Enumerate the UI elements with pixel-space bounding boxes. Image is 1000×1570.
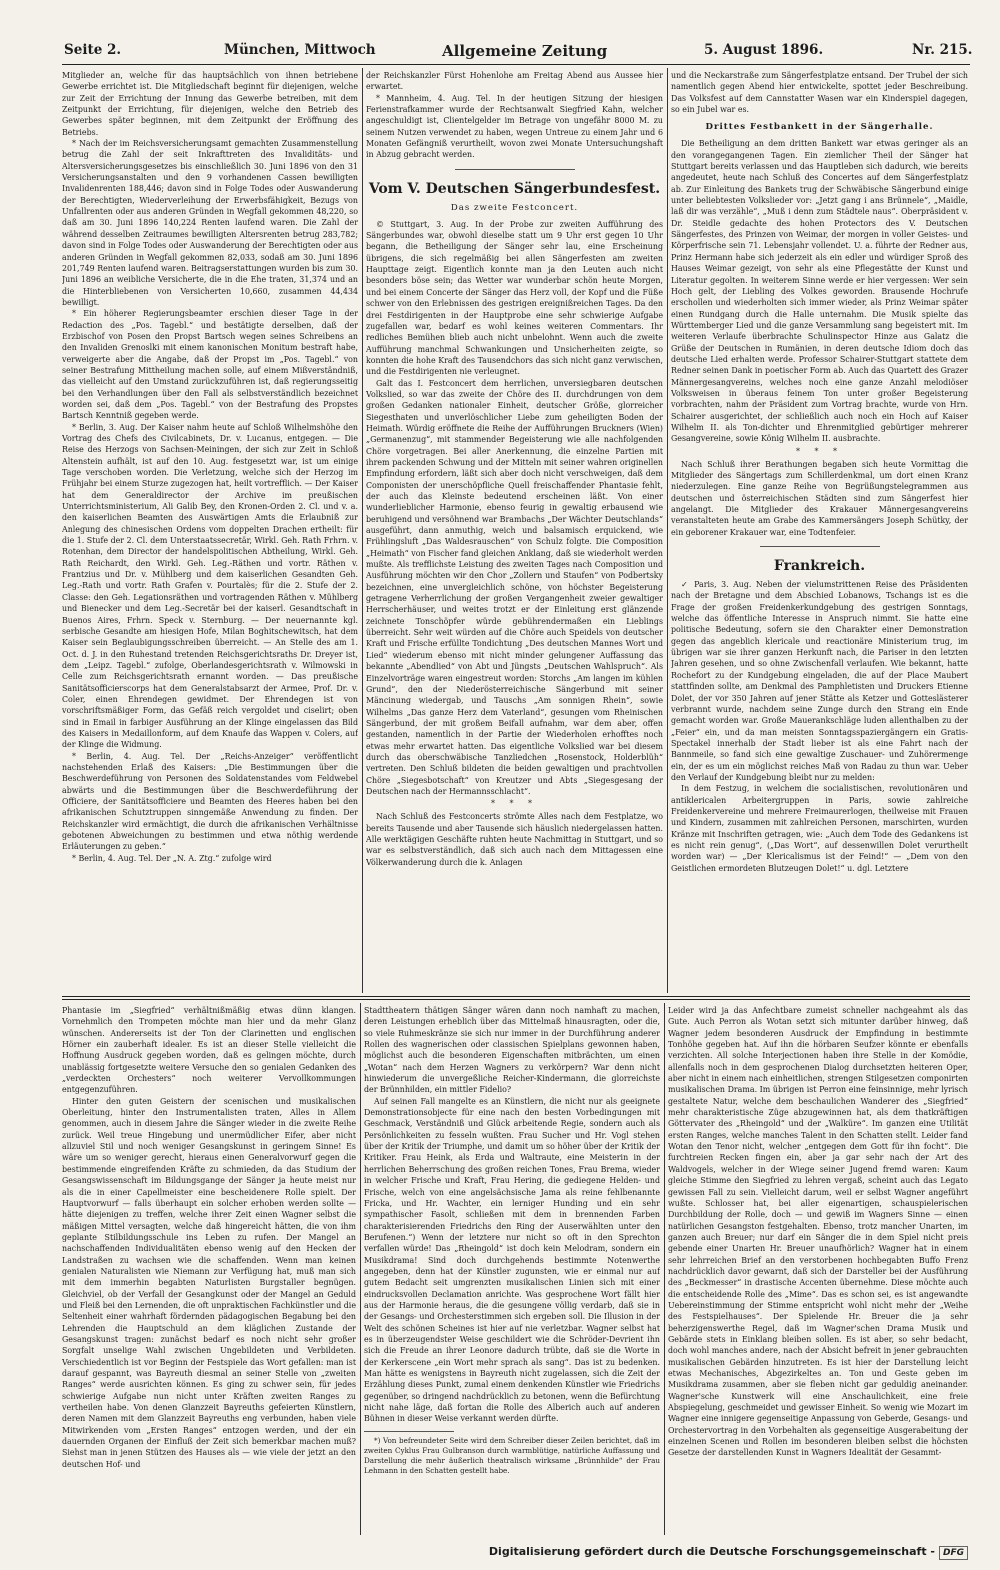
section-title: Frankreich. [773,558,866,575]
feuilleton-rule [62,996,970,997]
article-paragraph: der Reichskanzler Fürst Hohenlohe am Freitag Abend aus Aussee hier erwartet. [366,71,663,92]
feuilleton-rule-thin [62,999,970,1000]
subsection-title: Drittes Festbankett in der Sängerhalle. [705,122,934,133]
section-stars: * * * [795,446,844,456]
article-paragraph: * Ein höherer Regierungsbeamter erschien dieser Tage in der Redaction des „Pos. Tagebl.“ und bestätigte derselben, daß der Erzbischof von Posen den Propst Bartsch wegen seines Schreibens an den Invaliden Grenoslki mit einem kanonischen Monitum bestraft habe, verweigerte aber die Angabe, daß der Propst im „Pos. Tagebl.“ von seiner Bestrafung Mittheilung machen solle, auf einem Mißverständniß, das vielleicht auf den Umstand zurückzuführen ist, daß regierungsseitig bei den Verhandlungen über den Fall als selbstverständlich bezeichnet worden sei, daß dem „Pos. Tagebl.“ von der Bestrafung des Propstes Bartsch Kenntniß gegeben werde. [62,309,358,421]
article-paragraph: Phantasie im „Siegfried“ verhältnißmäßig etwas dünn klangen. Vornehmlich den Trompeten möchte man hier und da mehr Glanz wünschen. Andererseits ist der Ton der Clarinetten und englischen Hörner ein zauberhaft idealer. Es ist an dieser Stelle vielleicht die Hoffnung Ausdruck gegeben worden, daß es gelingen möchte, durch unablässig fortgesetzte weitere Versuche den so genialen Gedanken des „verdeckten Orchesters“ noch weiterer Vervollkommungen entgegenzuführen. [62,1006,356,1095]
article-paragraph: Nach Schluß des Festconcerts strömte Alles nach dem Festplatze, wo bereits Tausende und aber Tausende sich häuslich niedergelassen hatten. Alle werktägigen Geschäfte ruhten heute Nachmittag in Stuttgart, und so war es selbstverständlich, daß sich auch nach dem Mittagessen eine Völkerwanderung durch die k. Anlagen [366,812,663,867]
credit-text: Digitalisierung gefördert durch die Deutsche Forschungsgemeinschaft - [488,1545,935,1558]
article-paragraph: Die Betheiligung an dem dritten Bankett war etwas geringer als an den vorangegangenen Tagen. Ein ziemlicher Theil der Sänger hat Stuttgart bereits verlassen und das Hauptleben sich dadurch, wie bereits angedeutet, heute nach Schluß des Concertes auf dem Sängerfestplatz ab. Zur Einleitung des Bankets trug der Schwäbische Sängerbund einige unter beliebtesten Volkslieder vor: „Jetzt gang i ans Brünnele“, „Maidle, laß dir was verzähle“, „Muß i denn zum Städtele naus“. Oberpräsident v. Dr. Steidle gedachte des hohen Protectors des V. Deutschen Sängerfestes, des Prinzen von Weimar, der morgen in voller Geistes- und Körperfrische sein 71. Lebensjahr vollendet. U. a. führte der Redner aus, Prinz Hermann habe sich jederzeit als ein edler und würdiger Sproß des Hauses Weimar gezeigt, von sehr als eine Pflegestätte der Kunst und Literatur gegolten. In weiterem Sinne werde er hier vergessen: Wer sein Hoch gelt, der Liebling des Volkes geworden. Brausende Hochrufe erschollen und wiederholten sich immer wieder, als Prinz Weimar später einen Rundgang durch die Halle unternahm. Die Musik spielte das Württemberger Lied und die ganze Versammlung sang begeistert mit. Im weiteren Verlaufe überbrachte Schulinspector Hinze aus Galatz die Grüße der Deutschen in Rumänien, in deren deutsche Idiom doch das deutsche Lied erhalten werde. Professor Schairer-Stuttgart stattete dem Redner seinen Dank in poetischer Form ab. Auch das Quartett des Grazer Männergesangvereins, welches noch eine ganze Anzahl melodiöser Volksweisen in überaus feinem Ton unter großer Begeisterung vorbrachten, nahm der Präsident zum Vortrag brachte, wurde von Hrn. Schairer ausgerichtet, der schließlich auch noch ein Hoch auf Kaiser Wilhelm II. als Ton-dichter und Ehrenmitglied gebürtiger mehrerer Gesangvereine, sowie König Wilhelm II. ausbrachte. [671,139,968,444]
column-rule [664,1003,665,1535]
article-paragraph: Galt das I. Festconcert dem herrlichen, unversiegbaren deutschen Volkslied, so war das zweite der Chöre des II. durchdrungen von dem großen Gedanken nationaler Einheit, deutscher Größe, glorreicher Siegesthaten und unverlöschlicher Liebe zum geheiligten Boden der Heimath. Würdig eröffnete die Reihe der Aufführungen Bruckners (Wien) „Germanenzug“, mit stammender Begeisterung wie alle nachfolgenden Chöre vorgetragen. Bei aller Anerkennung, die einzelne Partien mit ihrem packenden Schwung und der Mitteln mit seiner wahren originellen Empfindung erfordern, läßt sich aber doch nicht verschweigen, daß dem Componisten der unerschöpfliche Quell freischaffender Phantasie fehlt, der auch das Kleinste bedeutend erscheinen läßt. Von einer wunderlieblicher Harmonie, ebenso feurig in gewaltig erbausend wie beruhigend und versöhnend war Brambachs „Der Wächter Deutschlands“ ausgeführt, dann anmuthig, weich und balsamisch erquickend, wie Frühlingsluft „Das Waldesrauschen“ von Schulz folgte. Die Composition „Heimath“ von Fischer fand gleichen Anklang, daß sie wiederholt werden mußte. Als trefflichste Leistung des zweiten Tages nach Composition und Ausführung möchten wir den Chor „Zollern und Staufen“ von Podbertsky bezeichnen, eine unvergleichlich schöne, von höchster Begeisterung getragene Verherrlichung der großen Vergangenheit zweier gewaltiger Herrscherhäuser, und weites trotzt er der Einleitung erst glänzende zeichnete Tonschöpfer würde gebührendermaßen ein Lieblings überreicht. Sehr weit würden auf die Chöre auch Speidels von deutscher Kraft und Frische erfüllte Tondichtung „Des deutschen Mannes Wort und Lied“ wiederum ebenso mit nicht minder gelungener Auffassung das bekannte „Abendlied“ von Abt und Jüngsts „Deutschen Wahlspruch“. Als Einzelvorträge waren eingestreut worden: Storchs „Am langen im kühlen Grund“, den der Niederösterreichische Sängerbund mit seiner Mäncinung wiedergab, und Tauschs „Am sonnigen Rhein“, sowie Wilhelms „Das ganze Herz dem Vaterland“, gesungen vom Rheinischen Sängerbund, der mit großem Beifall aufnahm, war dem aber, offen gestanden, namentlich in der Partie der Wiederholen erhofftes noch etwas mehr erwartet hatten. Das eigentliche Volkslied war bei diesem durch das oberschwäbische Tanzliedchen „Rosenstock, Holderblüh“ vertreten. Den Schluß bildeten die beiden gewaltigen und prachtvollen Chöre „Siegesbotschaft“ von Kreutzer und Abts „Siegesgesang der Deutschen nach der Hermannsschlacht“. [366,378,663,796]
article-paragraph: * Berlin, 4. Aug. Tel. Der „N. A. Ztg.“ zufolge wird [72,853,272,863]
column-lower-2 [364,1005,660,1535]
article-paragraph: ✓ Paris, 3. Aug. Neben der vielumstrittenen Reise des Präsidenten nach der Bretagne und dem Abschied Lobanows, Tschangs ist es die Frage der großen Freidenkerkundgebung des gestrigen Sonntags, welche das öffentliche Interesse in Anspruch nimmt. Sie hatte eine politische Bedeutung, sofern sie den Charakter einer Demonstration gegen das angeblich klericale und reactionäre Ministerium trug, im übrigen war sie ihrer ganzen Herkunft nach, die Pariser in den letzten Jahren gesehen, und so ohne Zwischenfall verlaufen. Wie bekannt, hatte Rochefort zu der Kundgebung eingeladen, die auf der Place Maubert stattfinden sollte, am Denkmal des Pamphletisten und Druckers Etienne Dolet, der vor 350 Jahren auf jener Stätte als Ketzer und Gotteslästerer verbrannt wurde, nachdem seine Zunge durch den Strang ein Ende gemacht worden war. Große Mauerankschläge luden allenthalben zu der „Feier“ ein, und da man meisten Sonntagsspaziergängern ein Gratis-Spectakel innerhalb der Stadt lieber ist als eine Fahrt nach der Bannmeile, so fand sich eine gewaltige Zuschauer- und Zuhörermenge ein, der es um ein möglichst reiches Maß von Radau zu thun war. Ueber den Verlauf der Kundgebung bleibt nur zu melden: [671,580,968,782]
issue-date: 5. August 1896. [704,42,824,58]
column-upper-2 [366,70,663,992]
article-paragraph: Leider wird ja das Anfechtbare zumeist schneller nachgeahmt als das Gute. Auch Perron als Wotan setzt sich mitunter darüber hinweg, daß Wagner jedem besonderen Ausdruck der Empfindung in bestimmte Tonhöhe gegeben hat. Auf ihn die hörbaren Seufzer könnte er ebenfalls verzichten. All solche Interjectionen haben ihre Stelle in der Komödie, allenfalls noch in dem gesprochenen Dialog durchsetzten heiteren Oper, aber nicht in einem nach einheitlichen, strengen Stilgesetzen componirten musikalischen Drama. Im übrigen ist Perron eine feinsinnige, mehr lyrisch gestaltete Natur, welche dem beschaulichen Wanderer des „Siegfried“ mehr charakteristische Züge abzugewinnen hat, als dem thatkräftigen Göttervater des „Rheingold“ und der „Walküre“. Im ganzen eine Utilität ersten Ranges, welche manches Talent in den Schatten stellt. Leider fand Wotan den Tenor nicht, welcher „entgegen dem Gott für ihn focht“. Die furchtreien Recken fingen ein, aber ja gar sehr nach der Art des Waldvogels, welcher in der Wiege seiner Jugend fremd waren: Kaum gleiche Stimme den Siegfried zu lehren vergaß, scheint auch das Legato gewissen Fall zu sein. Vielleicht darum, weil er selbst Wagner angeführt wußte. Schlosser hat, bei aller eigenartigen, schauspielerischen Durchbildung der Rolle, doch — und gewiß im Wagners Sinne — einen natürlichen Gesangston festgehalten. Ebenso, trotz mancher Unarten, im ganzen auch Breuer; nur darf ein Sänger die in dem Spiel nicht preis gebende einer Unarten Hr. Breuer unaufhörlich? Wagner hat in einem sehr lehrreichen Brief an den verstorbenen hochbegabten Buffo Frenz nachdrücklich davor gewarnt, daß sich der Darsteller bei der Ausführung des „Beckmesser“ in drastische Accenten übernehme. Diese möchte auch die entscheidende Rolle des „Mime“. Das es schon sei, es ist angewandte Uebereinstimmung der Stimme entspricht wohl nicht mehr der „Weihe des Festspielhauses“. Der Spielende Hr. Breuer die ja sehr beherzigenswerthe Regel, daß im Wagner'schen Drama Musik und Gebärde stets in Einklang bleiben sollen. Es ist aber, so sehr bedacht, doch wohl manches andere, nach der Absicht befreit in jener gebrauchten musikalischen Gebärden hinzutreten. Es ist hier der Darstellung leicht etwas Mechanisches, Abgezirkeltes an. Ton und Geste geben im Musikdrama zusammen, aber sie fleben nicht gar geduldig aneinander. Wagner'sche Kunstwerk will eine Anschaulichkeit, eine freie Abspiegelung, geschmeidet und gewisser Einheit. So wenig wie Mozart im Wagner eine innigere gegenseitige Anpassung von Geberde, Gesangs- und Orchestervortrag in den Vorbehalten als gegenseitige Ausgerabeitung der einzelnen Scenen und Rollen im besonderen bleiben selbst die höchsten Gesetze der darstellenden Kunst in Wagners Idealität der Gesammt- [668,1006,968,1458]
column-rule [362,68,363,993]
page-number: Seite 2. [64,42,122,58]
section-stars: * * * [490,799,539,809]
footnote-rule [364,1431,454,1432]
footnote: *) Von befreundeter Seite wird dem Schreiber dieser Zeilen berichtet, daß im zweiten Cyklus Frau Gulbranson durch warmblütige, natürliche Auffassung und Darstellung die mehr äußerlich theatralisch wirksame „Brünnhilde“ der Frau Lehmann in den Schatten gestellt habe. [364,1435,660,1476]
section-divider [760,546,880,547]
section-subtitle: Das zweite Festconcert. [450,202,579,213]
article-paragraph: * Berlin, 3. Aug. Der Kaiser nahm heute auf Schloß Wilhelmshöhe den Vortrag des Chefs des Civilcabinets, Dr. v. Lucanus, entgegen. — Die Reise des Herzogs von Sachsen-Meiningen, der sich zur Zeit in Schloß Altenstein aufhält, ist auf den 10. Aug. festgesetzt war, ist um einige Tage verschoben worden. Die Verletzung, welche sich der Herzog im Frühjahr bei einem Sturze zugezogen hat, heilt vortrefflich. — Der Kaiser hat dem Generaldirector der Archive im preußischen Unterrichtsministerium, Ali Galib Bey, den Kronen-Orden 2. Cl. und v. a. den kaiserlichen Beamten des Auswärtigen Amts die Erlaubniß zur Anlegung des chinesischen Ordens vom doppelten Drachen ertheilt: für die 1. Stufe der 2. Cl. dem Unterstaatssecretär, Wirkl. Geh. Rath Frhrn. v. Rotenhan, dem Director der handelspolitischen Abtheilung, Wirkl. Geh. Rath Reichardt, den Wirkl. Geh. Leg.-Räthen und vortr. Räthen v. Frantzius und Dr. v. Mühlberg und dem kaiserlichen Gesandten Geh. Leg.-Rath und vortr. Rath Grafen v. Pourtalès; für die 2. Stufe der 2. Classe: den Geh. Legationsräthen und vortragenden Räthen v. Mühlberg und Bienecker und dem Leg.-Secretär bei der kaiserl. Gesandtschaft in Buenos Aires, Frhrn. Speck v. Sternburg. — Der neuernannte kgl. serbische Gesandte am hiesigen Hofe, Milan Boghitschewitsch, hat dem Kaiser sein Beglaubigungsschreiben überreicht. — An Stelle des am 1. Oct. d. J. in den Ruhestand tretenden Reichsgerichtsraths Dr. Dreyer ist, dem „Leipz. Tagebl.“ zufolge, Oberlandesgerichtsrath v. Wilmowski in Celle zum Reichsgerichtsrath ernannt worden. — Das preußische Sanitätsofficierscorps hat dem Generalstabsarzt der Armee, Prof. Dr. v. Coler, einen Ehrendegen gewidmet. Der Ehrendegen ist von vorschriftsmäßiger Form, das Gefäß reich vergoldet und ciselirt; oben sind in Email in farbiger Ausführung an der Klinge eingelassen das Bild des Kaisers in Medaillonform, auf dem Knaufe das Wappen v. Colers, auf der Klinge die Widmung. [62,422,358,750]
article-paragraph: * Berlin, 4. Aug. Tel. Der „Reichs-Anzeiger“ veröffentlicht nachstehenden Erlaß des Kaisers: „Die Bestimmungen über die Beschwerdeführung von Personen des Soldatenstandes vom Feldwebel abwärts und die Bestimmungen über die Beschwerdeführung der Officiere, der Sanitätsofficiere und Beamten des Heeres haben bei den afrikanischen Schutztruppen sinngemäße Anwendung zu finden. Der Reichskanzler wird ermächtigt, die durch die afrikanischen Verhältnisse gebotenen Abweichungen zu bestimmen und etwa nöthig werdende Erläuterungen zu geben.“ [62,751,358,852]
issue-number: Nr. 215. [912,42,973,58]
article-paragraph: * Nach der im Reichsversicherungsamt gemachten Zusammenstellung betrug die Zahl der seit Inkrafttreten des Invaliditäts- und Altersversicherungsgesetzes bis einschließlich 30. Juni 1896 von den 31 Versicherungsanstalten und den 9 vorhandenen Cassen bewilligten Invalidenrenten 188,446; davon sind in Folge Todes oder Auswanderung der Berechtigten, Wiederverleihung der Erwerbsfähigkeit, Bezugs von Unfallrenten oder aus anderen Gründen in Wegfall gekommen 48,220, so daß am 30. Juni 1896 140,224 Renten laufend waren. Die Zahl der während desselben Zeitraumes bewilligten Altersrenten betrug 283,782; davon sind in Folge Todes oder Auswanderung der Berechtigten oder aus anderen Gründen in Wegfall gekommen 82,033, sodaß am 30. Juni 1896 201,749 Renten laufend waren. Beitragserstattungen wurden bis zum 30. Juni 1896 an weibliche Versicherte, die in die Ehe traten, 31,374 und an die Hinterbliebenen von Versicherten 10,660, zusammen 44,434 bewilligt. [62,139,358,307]
digitization-credit [489,1545,968,1560]
column-upper-3 [671,70,968,992]
article-paragraph: Mitglieder an, welche für das hauptsächlich von ihnen betriebene Gewerbe errichtet ist. Die Mitgliedschaft beginnt für diejenigen, welche zur Zeit der Errichtung der Innung das Gewerbe betreiben, mit dem Zeitpunkt der Errichtung, für diejenigen, welche den Betrieb des Gewerbes später beginnen, mit dem Zeitpunkt der Eröffnung des Betriebs. [62,71,358,137]
column-lower-1 [62,1005,356,1535]
column-lower-3 [668,1005,968,1535]
article-paragraph: Hinter den guten Geistern der scenischen und musikalischen Oberleitung, hinter den Instrumentalisten traten, Alles in Allem genommen, auch in diesem Jahre die Sänger wieder in die zweite Reihe zurück. Weil treue Hingebung und unermüdlicher Eifer, aber nicht allzuviel Stil und noch weniger Gesangskunst in geringem Sinne! Es wäre um so weniger gerecht, hieraus einen Generalvorwurf gegen die bestimmende eingreifenden Kräfte zu schmieden, da das Studium der Gesangswissenschaft im Bildungsgange der Sänger ja heute meist nur als die in einer Capellmeister eine bescheidenere Rolle spielt. Der Hauptvorwurf — falls überhaupt ein solcher erhoben werden sollte — hätte diejenigen zu treffen, welche ihrer Zeit einen Wagner selbst die mäßigen Mittel versagten, welche daß hingereicht hätten, die von ihm geplante Stilbildungsschule ins Leben zu rufen. Der Mangel an nachschaffenden Individualitäten ebenso wenig auf den Hecken der Landstraßen zu wachsen wie die schaffenden. Wenn man keinen genialen Naturalisten wie Niemann zur Verfügung hat, muß man sich mit dem immerhin begabten Naturlisten Burgstaller begnügen. Gleichviel, ob der Verfall der Gesangkunst oder der Mangel an Geduld und Fleiß bei den Lernenden, die oft unpraktischen Fachkünstler und die Seltenheit einer wahrhaft fördernden pädagogischen Begabung bei den Lehrenden die Hauptschuld an dem kläglichen Zustande der Gesangskunst tragen: zunächst bedarf es noch nicht sehr großer Sorgfalt unselige Wahl zwischen Ungebildeten und Verbildeten. Verschiedentlich ist vor Beginn der Festspiele das Wort gefallen: man ist darauf gespannt, was Bayreuth diesmal an seiner Stelle von „zweiten Ranges“ werde ausrichten können. Es ging zu schwer sein, für jedes schwierige Aufgabe nun nicht unter Kräften zweiten Ranges zu vertheilen habe. Von denen Glanzzeit Bayreuths gefeierten Künstlern, deren Namen mit dem Glanzzeit Bayreuths eng verbunden, haben viele Mitwirkenden vom „Ersten Ranges“ entzogen werden, und der ein dauernden Organen der Einfluß der Zeit sich bemerkbar machen muß? Siehst man in jenen Stützen des Hauses als — wie viele der jetzt an den deutschen Hof- und [62,1096,356,1469]
place-date: München, Mittwoch [224,42,376,58]
article-paragraph: © Stuttgart, 3. Aug. In der Probe zur zweiten Aufführung des Sängerbundes war, obwohl dieselbe statt um 9 Uhr erst gegen 10 Uhr begann, die Betheiligung der Sänger sehr lau, eine Erscheinung übrigens, die sich regelmäßig bei allen Sängerfesten am zweiten Haupttage zeigt. Eigentlich konnte man ja den Leuten auch nicht besonders böse sein; das Wetter war wunderbar schön heute Morgen, und bei einem Concerte der Sänger das Herz voll, der Kopf und die Füße schwer von den Erlebnissen des gestrigen ereignißreichen Tages. Da den drei Festdirigenten in der Hauptprobe eine sehr schwierige Aufgabe zugefallen war, bedarf es wohl keines weiteren Commentars. Ihr redliches Bemühen blieb auch nicht unbelohnt. Wenn auch die zweite Aufführung manchmal Schwankungen und Unsicherheiten zeigte, so konnten die hohe Kraft des Tausendchors das sich nicht ganz verwischen, und die Festdirigenten nie verleugnet. [366,219,663,377]
section-divider [455,169,575,170]
section-title: Vom V. Deutschen Sängerbundesfest. [368,180,661,197]
article-paragraph: In dem Festzug, in welchem die socialistischen, revolutionären und antiklericalen Arbeitergruppen in Paris, sowie zahlreiche Freidenkervereine und mehrere Freimaurerlogen, theilweise mit Frauen und Kindern, zusammen mit zahlreichen Personen, marschirten, wurden Kränze mit Inschriften getragen, wie: „Auch dem Tode des Gedankens ist es nicht rein genug“, („Das Wort“, auf dessenwillen Dolet verurtheilt worden war) — „Der Klericalismus ist der Feind!“ — „Dem von den Geistlichen ermordeten Blutzeugen Dolet!“ u. dgl. Letztere [671,784,968,873]
article-paragraph: * Mannheim, 4. Aug. Tel. In der heutigen Sitzung der hiesigen Ferienstrafkammer wurde der Rechtsanwalt Siegfried Kahn, welcher angeschuldigt ist, Clientelgelder im Betrage von ungefähr 8000 M. zu seinem Nutzen verwendet zu haben, wegen Untreue zu einem Jahr und 6 Monaten Gefängniß verurtheilt, wovon zwei Monate Untersuchungshaft in Abzug gebracht werden. [366,93,663,160]
column-rule [360,1003,361,1535]
article-paragraph: Nach Schluß ihrer Berathungen begaben sich heute Vormittag die Mitglieder des Sängertags zum Schillerdenkmal, um dort einen Kranz niederzulegen. Eine ganze Reihe von Begrüßungstelegrammen aus deutschen und österreichischen Städten sind zum Sängerfest hier angelangt. Die Mitglieder des Krakauer Männergesangvereins veranstalteten heute am Grabe des Kammersängers Joseph Schütky, der ein geborener Krakauer war, eine Todtenfeier. [671,459,968,537]
column-rule [667,68,668,993]
article-paragraph: und die Neckarstraße zum Sängerfestplatze entsand. Der Trubel der sich namentlich gegen Abend hier entwickelte, spottet jeder Beschreibung. Das Volksfest auf dem Cannstatter Wasen war ein Kinderspiel dagegen, so ein Jubel war es. [671,71,968,115]
article-paragraph: Stadttheatern thätigen Sänger wären dann noch namhaft zu machen, deren Leistungen erheblich über das Mittelmaß hinausragten, oder die, so viele Ruhmeskränze sie sich nur immer in der Durchführung anderer Rollen des wagnerischen oder classischen Spielplans gewonnen haben, möglichst auch die besonderen Eigenschaften mitbrächten, um einen „Wotan“ nach dem Herzen Wagners zu verkörpern? War denn nicht hinwiederum die unvergeßliche Reicher-Kindermann, die glorreichste der Brünnhilden, ein mittler Fidelio? [364,1006,660,1095]
column-upper-1 [62,70,358,992]
dfg-logo-icon: DFG [939,1546,968,1560]
article-paragraph: Auf seinen Fall mangelte es an Künstlern, die nicht nur als geeignete Demonstrationsobjecte für eine nach den besten Vorbedingungen mit Geschmack, Verständniß und Glück arbeitende Regie, sondern auch als Persönlichkeiten zu fesseln wußten. Frau Sucher und Hr. Vogl stehen über der Kritik der Triumphe, und damit um so höher über der Kritik der Kritiker. Frau Heink, als Erda und Waltraute, eine Meisterin in der herrlichen Beherrschung des großen reichen Tones, Frau Brema, wieder in welcher Frische und Kraft, Frau Hering, die gediegene Helden- und Frische, welch von eine angelsächsische Jama als reine fehlbenannte Fricka, und Hr. Wachter, ein lerniger Hunding und ein sehr sympathischer Fasolt, schließen mit dem in brennenden Farben charakterisierenden Friedrichs den Ring der Auserwählten unter den Berufenen.“) Wenn der letztere nur nicht so oft in den Sprechton verfallen würde! Das „Rheingold“ ist doch kein Melodram, sondern ein Musikdrama! Sind doch durchgehends bestimmte Notenwerthe angegeben, denn hat der Künstler zugunsten, wie er einmal nur auf gutem Bedacht seit umgrenzten musikalischen Linien sich mit einer eindrucksvollen Declamation anrichte. Was gesprochene Wort fällt hier aus der Harmonie heraus, die die gesungene völlig verdarb, daß sie in der Gesangs- und Orchesterstimmen sich ergeben soll. Die Illusion in der Welt des schönen Scheines ist hier auf nie verletzbar. Wagner selbst hat es in überzeugendster Weise geschildert wie die Schröder-Devrient ihn sich die Freude an ihrer Leonore dadurch trübte, daß sie die Worte in der Kerkerscene „ein Wort mehr sprach als sang“. Das ist zu bedenken. Man hätte es wenigstens in Bayreuth nicht zugelassen, sich die Zeit der Erzählung dieses Punkt, zumal einem denkenden Künstler wie Friedrichs gegenüber, so dringend nachdrücklich zu betonen, wenn die Befürchtung nicht nahe läge, daß fortan die Rolle des Alberich auch auf anderen Bühnen in dieser Weise verkannt werden dürfte. [364,1096,660,1424]
newspaper-title: Allgemeine Zeitung [442,42,608,60]
page-header [64,42,973,64]
header-rule [62,64,970,65]
